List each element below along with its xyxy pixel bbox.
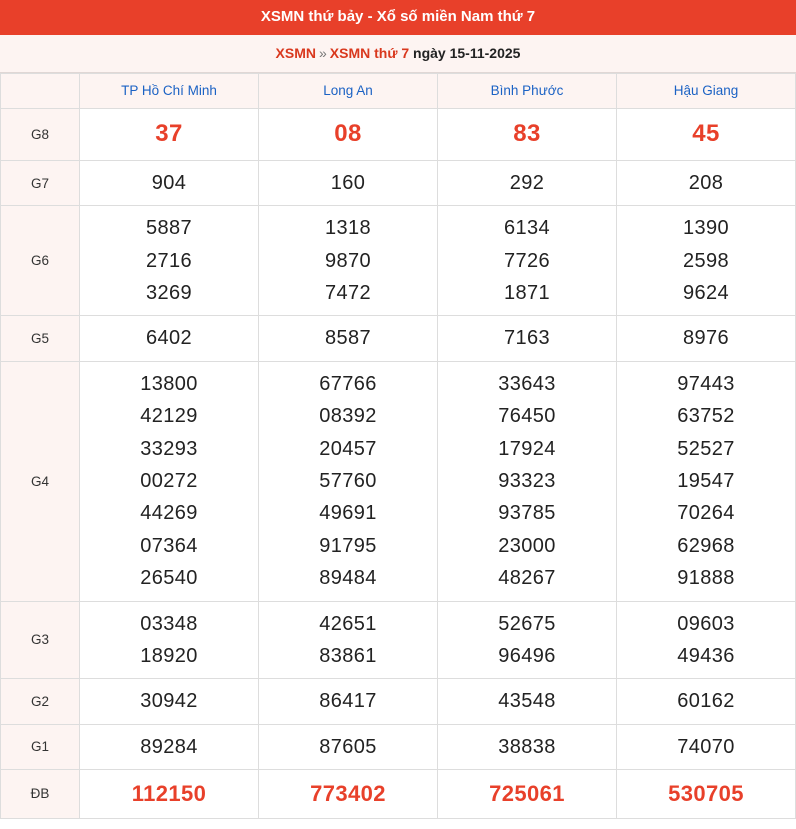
prize-number: 33643 — [498, 372, 556, 395]
prize-cell — [259, 601, 438, 679]
prize-cell — [259, 724, 438, 769]
prize-number: 6402 — [145, 327, 193, 350]
prize-cell — [259, 770, 438, 819]
column-link-haugiang[interactable]: Hậu Giang — [673, 83, 739, 98]
breadcrumb-link-root[interactable]: XSMN — [275, 45, 316, 61]
prize-number: 52527 — [677, 437, 735, 460]
prize-cell — [438, 361, 617, 601]
prize-cell — [438, 724, 617, 769]
prize-number: 43548 — [498, 690, 556, 713]
prize-number: 2716 — [145, 249, 193, 272]
prize-number: 3269 — [145, 282, 193, 305]
prize-label: G3 — [1, 601, 80, 679]
table-row — [1, 109, 796, 161]
prize-number: 70264 — [677, 502, 735, 525]
prize-cell — [80, 316, 259, 361]
prize-number: 26540 — [140, 567, 198, 590]
prize-number: 37 — [155, 120, 183, 147]
prize-cell — [80, 109, 259, 161]
prize-number: 8976 — [682, 327, 730, 350]
prize-cell — [438, 109, 617, 161]
results-table — [0, 73, 796, 819]
prize-number: 20457 — [319, 437, 377, 460]
column-link-longan[interactable]: Long An — [323, 83, 373, 98]
column-link-binhphuoc[interactable]: Bình Phước — [490, 83, 564, 98]
prize-number: 96496 — [498, 644, 556, 667]
prize-number: 5887 — [145, 217, 193, 240]
prize-number: 44269 — [140, 502, 198, 525]
column-header-longan — [259, 74, 438, 109]
prize-number: 1871 — [503, 282, 551, 305]
prize-number: 30942 — [140, 690, 198, 713]
prize-number: 42651 — [319, 612, 377, 635]
prize-cell — [617, 361, 796, 601]
prize-number: 17924 — [498, 437, 556, 460]
prize-number: 93323 — [498, 470, 556, 492]
prize-cell — [80, 770, 259, 819]
breadcrumb-separator: » — [318, 45, 327, 61]
prize-number: 03348 — [140, 612, 198, 635]
prize-label: G2 — [1, 679, 80, 724]
prize-number: 6134 — [503, 217, 551, 240]
prize-cell — [80, 206, 259, 316]
prize-number: 33293 — [140, 437, 198, 460]
prize-cell — [617, 724, 796, 769]
prize-number: 112150 — [131, 781, 207, 807]
prize-number: 13800 — [140, 372, 198, 395]
prize-cell — [617, 316, 796, 361]
prize-number: 7726 — [503, 249, 551, 272]
breadcrumb-date: ngày 15-11-2025 — [413, 45, 521, 61]
page-title: XSMN thứ bảy - Xổ số miền Nam thứ 7 — [0, 0, 796, 35]
prize-number: 08392 — [319, 405, 377, 428]
prize-number: 97443 — [677, 372, 735, 395]
prize-number: 87605 — [319, 735, 377, 758]
prize-number: 38838 — [498, 735, 556, 758]
table-row — [1, 361, 796, 601]
prize-cell — [438, 316, 617, 361]
prize-number: 76450 — [498, 405, 556, 428]
prize-number: 09603 — [677, 612, 735, 635]
prize-cell — [617, 206, 796, 316]
prize-number: 18920 — [140, 644, 198, 667]
prize-number: 904 — [151, 171, 187, 194]
prize-cell — [617, 601, 796, 679]
prize-cell — [438, 679, 617, 724]
prize-cell — [259, 316, 438, 361]
bottom-spacer — [0, 819, 796, 829]
prize-number: 1390 — [682, 217, 730, 240]
table-corner-cell — [1, 74, 80, 109]
prize-number: 89284 — [140, 735, 198, 758]
prize-number: 7163 — [503, 327, 551, 350]
prize-number: 89484 — [319, 567, 377, 590]
table-row — [1, 160, 796, 205]
prize-label: G8 — [1, 109, 80, 161]
prize-number: 48267 — [498, 567, 556, 590]
table-row — [1, 770, 796, 819]
prize-number: 07364 — [140, 534, 198, 557]
prize-number: 08 — [334, 120, 362, 147]
prize-number: 42129 — [140, 405, 198, 428]
table-row — [1, 316, 796, 361]
prize-cell — [259, 679, 438, 724]
prize-label: G6 — [1, 206, 80, 316]
prize-number: 19547 — [677, 470, 735, 492]
column-header-hcm — [80, 74, 259, 109]
table-row — [1, 206, 796, 316]
column-header-binhphuoc — [438, 74, 617, 109]
prize-number: 773402 — [310, 781, 386, 807]
column-link-hcm[interactable]: TP Hồ Chí Minh — [121, 83, 217, 98]
prize-number: 1318 — [324, 217, 372, 240]
table-row — [1, 724, 796, 769]
prize-number: 45 — [692, 120, 720, 147]
prize-cell — [259, 109, 438, 161]
prize-label: G5 — [1, 316, 80, 361]
prize-cell — [438, 206, 617, 316]
prize-number: 83 — [513, 120, 541, 147]
prize-number: 160 — [330, 171, 366, 194]
prize-number: 91888 — [677, 567, 735, 590]
prize-number: 86417 — [319, 690, 377, 713]
prize-cell — [438, 160, 617, 205]
prize-number: 49691 — [319, 502, 377, 525]
prize-number: 49436 — [677, 644, 735, 667]
prize-label: G4 — [1, 361, 80, 601]
prize-cell — [617, 109, 796, 161]
table-row — [1, 679, 796, 724]
prize-cell — [438, 770, 617, 819]
prize-cell — [617, 770, 796, 819]
prize-label: G7 — [1, 160, 80, 205]
column-header-haugiang — [617, 74, 796, 109]
prize-number: 208 — [688, 171, 724, 194]
prize-number: 83861 — [319, 644, 377, 667]
prize-number: 00272 — [140, 470, 198, 492]
table-header-row — [1, 74, 796, 109]
prize-label: G1 — [1, 724, 80, 769]
breadcrumb-link-current[interactable]: XSMN thứ 7 — [329, 45, 410, 61]
prize-number: 725061 — [489, 781, 565, 807]
prize-number: 8587 — [324, 327, 372, 350]
prize-number: 530705 — [668, 781, 744, 807]
prize-cell — [80, 724, 259, 769]
prize-cell — [617, 160, 796, 205]
prize-number: 63752 — [677, 405, 735, 428]
prize-cell — [259, 160, 438, 205]
prize-number: 57760 — [319, 470, 377, 492]
prize-number: 74070 — [677, 735, 735, 758]
table-row — [1, 601, 796, 679]
prize-number: 23000 — [498, 534, 556, 557]
prize-number: 2598 — [682, 249, 730, 272]
prize-cell — [80, 679, 259, 724]
prize-cell — [617, 679, 796, 724]
breadcrumb — [0, 35, 796, 73]
prize-cell — [438, 601, 617, 679]
prize-number: 62968 — [677, 534, 735, 557]
prize-number: 67766 — [319, 372, 377, 395]
prize-cell — [80, 160, 259, 205]
prize-number: 9624 — [682, 282, 730, 305]
prize-number: 93785 — [498, 502, 556, 525]
prize-label: ĐB — [1, 770, 80, 819]
prize-number: 292 — [509, 171, 545, 194]
prize-number: 52675 — [498, 612, 556, 635]
prize-number: 91795 — [319, 534, 377, 557]
prize-cell — [259, 361, 438, 601]
prize-cell — [80, 361, 259, 601]
prize-number: 9870 — [324, 249, 372, 272]
prize-cell — [259, 206, 438, 316]
prize-number: 60162 — [677, 690, 735, 713]
prize-cell — [80, 601, 259, 679]
prize-number: 7472 — [324, 282, 372, 305]
